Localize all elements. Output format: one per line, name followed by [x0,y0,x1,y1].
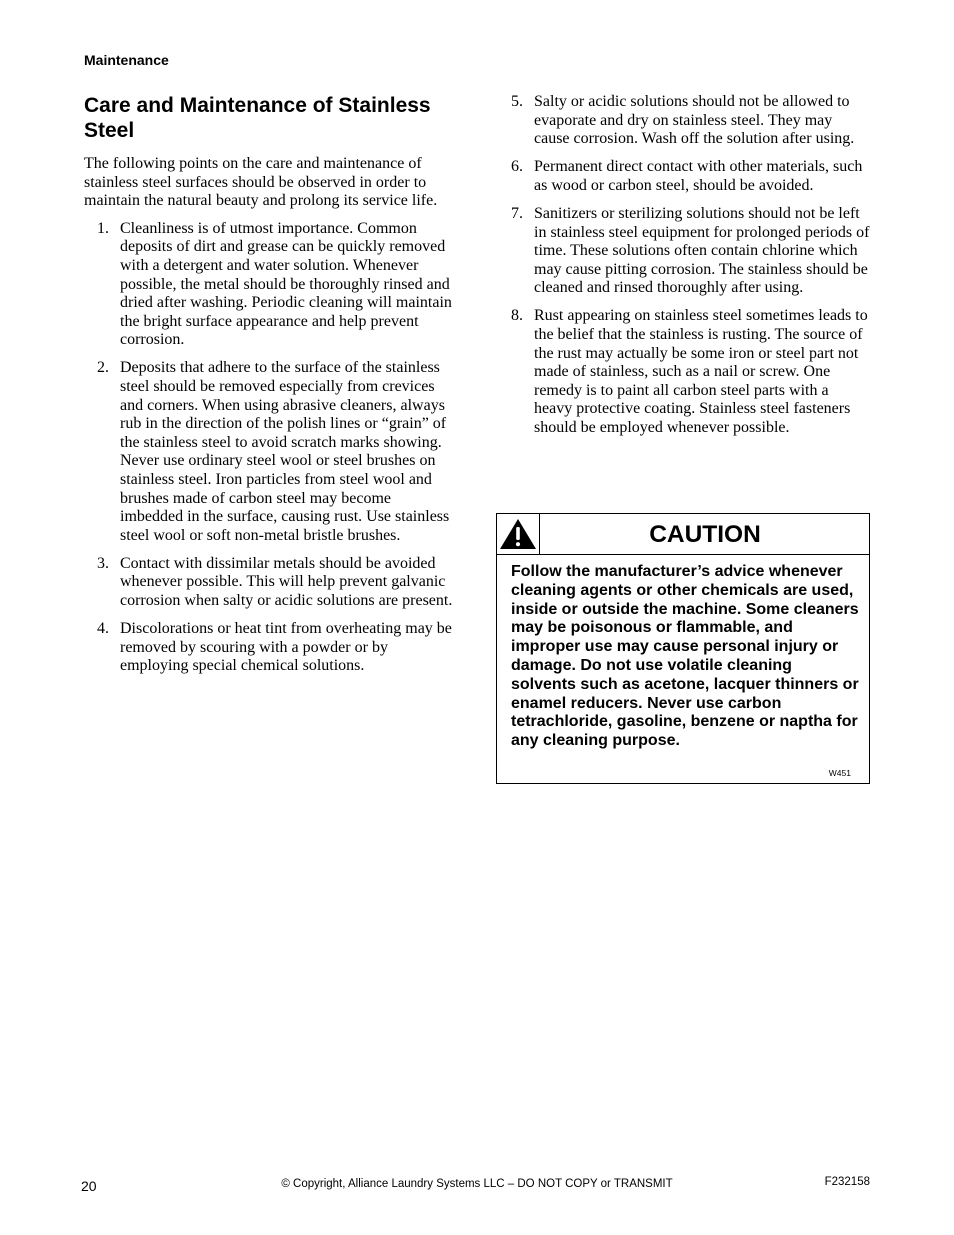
list-item [498,205,870,298]
list-item-number: 6. [511,158,523,176]
section-header: Maintenance [84,52,169,68]
left-column [84,93,456,685]
list-item [84,220,456,350]
list-item-number: 1. [97,219,109,237]
caution-box [496,513,870,784]
list-item-text: Discolorations or heat tint from overheating may be removed by scouring with a powder or by employing special chemical solutions. [120,620,452,675]
list-item [498,93,870,149]
list-item-number: 5. [511,93,523,110]
caution-header [497,514,869,555]
intro-paragraph: The following points on the care and maintenance of stainless steel surfaces should be observed in order to maintain the natural beauty and prolong its service life. [84,155,438,210]
caution-text: Follow the manufacturer’s advice whenever cleaning agents or other chemicals are used, inside or outside the machine. Some cleaners may be poisonous or flammable, and improper use may cause personal injury or damage. Do not use volatile cleaning solvents such as acetone, lacquer thinners or enamel reducers. Never use carbon tetrachloride, gasoline, benzene or naptha for any cleaning purpose. [511,563,859,750]
list-item-number: 4. [97,620,109,638]
list-item-text: Sanitizers or sterilizing solutions should not be left in stainless steel equipment for prolonged periods of time. These solutions often contain chlorine which may cause pitting corrosion. The stainless should be cleaned and rinsed thoroughly after using. [534,204,870,297]
caution-title: CAUTION [649,521,761,548]
care-list-left [84,220,456,676]
caution-code: W451 [828,768,851,778]
list-item-text: Rust appearing on stainless steel sometimes leads to the belief that the stainless is rusting. The source of the rust may actually be some iron or steel part not made of stainless, such as a nail or screw. One remedy is to paint all carbon steel parts with a heavy protective coating. Stainless steel fasteners should be employed whenever possible. [534,307,868,436]
list-item-number: 2. [97,359,109,377]
copyright-notice: © Copyright, Alliance Laundry Systems LLC – DO NOT COPY or TRANSMIT [281,1178,673,1190]
list-item-number: 7. [511,204,523,222]
list-item-text: Salty or acidic solutions should not be allowed to evaporate and dry on stainless steel. They may cause corrosion. Wash off the solution after using. [534,93,855,148]
list-item [498,307,870,437]
list-item-number: 8. [511,307,523,325]
document-number: F232158 [824,1176,870,1188]
care-list-right [498,93,870,438]
list-item [84,620,456,676]
warning-triangle-icon [499,518,537,550]
page-title: Care and Maintenance of Stainless Steel [84,94,431,142]
list-item [84,359,456,545]
list-item [498,158,870,195]
list-item-number: 3. [97,554,109,572]
page-number: 20 [81,1178,97,1194]
list-item [84,555,456,611]
list-item-text: Deposits that adhere to the surface of the stainless steel should be removed especially from crevices and corners. When using abrasive cleaners, always rub in the direction of the polish lines or “grain” of the stainless steel to avoid scratch marks showing. Never use ordinary steel wool or steel brushes on stainless steel. Iron particles from steel wool and brushes made of carbon steel may become imbedded in the surface, causing rust. Use stainless steel wool or soft non-metal bristle brushes. [120,359,450,544]
list-item-text: Contact with dissimilar metals should be avoided whenever possible. This will help prevent galvanic corrosion when salty or acidic solutions are present. [120,554,453,610]
list-item-text: Permanent direct contact with other materials, such as wood or carbon steel, should be avoided. [534,158,863,194]
right-column [498,93,870,447]
list-item-text: Cleanliness is of utmost importance. Common deposits of dirt and grease can be quickly removed with a detergent and water solution. Whenever possible, the metal should be thoroughly rinsed and dried after washing. Periodic cleaning will maintain the bright surface appearance and help prevent corrosion. [120,219,452,349]
caution-icon-cell [497,514,540,554]
